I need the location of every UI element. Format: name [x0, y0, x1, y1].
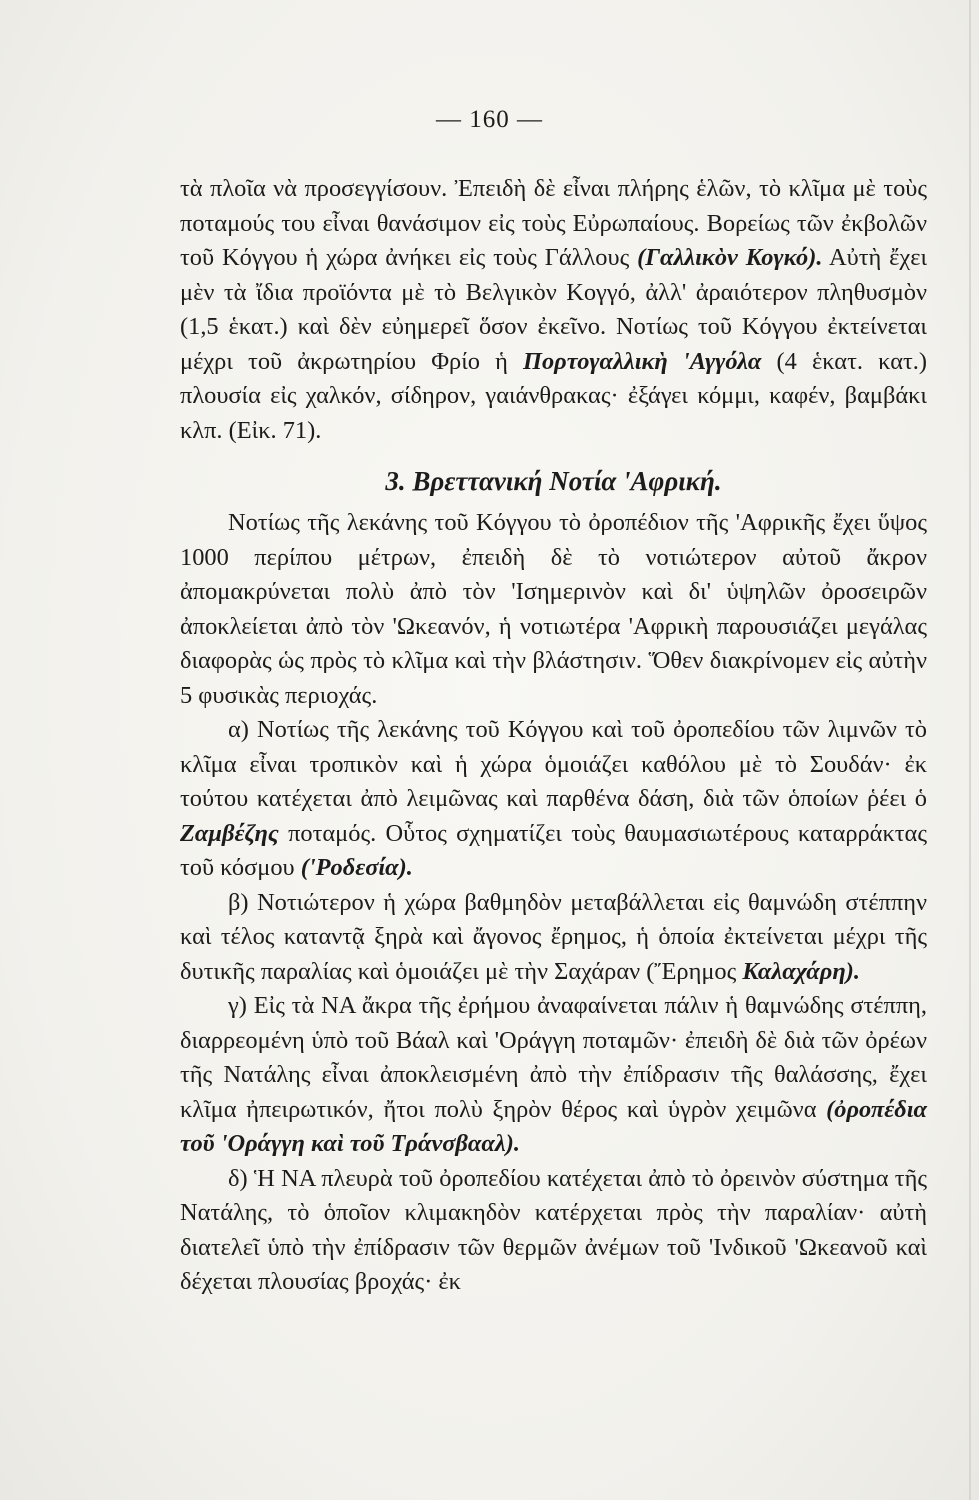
paragraph-3-text-2: ποταμός. Οὗτος σχηματίζει τοὺς θαυμασιωτέρους καταρράκτας τοῦ κόσμου	[180, 819, 927, 881]
paragraph-5	[180, 989, 927, 1162]
paragraph-1-text-1: τὰ πλοῖα νὰ προσεγγίσουν. Ἐπειδὴ δὲ εἶναι πλήρης ἑλῶν, τὸ κλῖμα μὲ τοὺς ποταμούς του εἶναι θανάσιμον εἰς τοὺς Εὐρωπαίους. Βορείως τῶν ἐκβολῶν τοῦ Κόγγου ἡ χώρα ἀνήκει εἰς τοὺς Γάλλους	[180, 175, 927, 271]
highlight-kalahari: Καλαχάρη).	[742, 957, 860, 985]
paragraph-2-text: Νοτίως τῆς λεκάνης τοῦ Κόγγου τὸ ὀροπέδιον τῆς 'Αφρικῆς ἔχει ὕψος 1000 περίπου μέτρων, ἐπειδὴ δὲ τὸ νοτιώτερον αὐτοῦ ἄκρον ἀπομακρύνεται πολὺ ἀπὸ τὸν 'Ισημερινὸν καὶ δι' ὑψηλῶν ὀροσειρῶν ἀποκλείεται ἀπὸ τὸν 'Ωκεανόν, ἡ νοτιωτέρα 'Αφρικὴ παρουσιάζει μεγάλας διαφορὰς ὡς πρὸς τὸ κλῖμα καὶ τὴν βλάστησιν. Ὅθεν διακρίνομεν εἰς αὐτὴν 5 φυσικὰς περιοχάς.	[180, 509, 927, 709]
paragraph-2	[180, 506, 927, 713]
section-heading: 3. Βρεττανική Νοτία 'Αφρική.	[385, 466, 722, 496]
paragraph-5-text-1: γ) Εἰς τὰ ΝΑ ἄκρα τῆς ἐρήμου ἀναφαίνεται πάλιν ἡ θαμνώδης στέππη, διαρρεομένη ὑπὸ τοῦ Βάαλ καὶ 'Οράγγη ποταμῶν· ἐπειδὴ δὲ διὰ τῶν ὀρέων τῆς Νατάλης εἶναι ἀποκλεισμένη ἀπὸ τὴν ἐπίδρασιν τῆς θαλάσσης, ἔχει κλῖμα ἠπειρωτικόν, ἤτοι πολὺ ξηρὸν θέρος καὶ ὑγρὸν χειμῶνα	[180, 992, 927, 1123]
highlight-zambezi: Ζαμβέζης	[180, 819, 279, 847]
paragraph-3	[180, 713, 927, 886]
page-edge	[969, 0, 971, 1500]
paragraph-6-text: δ) Ἡ ΝΑ πλευρὰ τοῦ ὀροπεδίου κατέχεται ἀπὸ τὸ ὀρεινὸν σύστημα τῆς Νατάλης, τὸ ὁποῖον κλιμακηδὸν κατέρχεται πρὸς τὴν παραλίαν· αὐτὴ διατελεῖ ὑπὸ τὴν ἐπίδρασιν τῶν θερμῶν ἀνέμων τοῦ 'Ινδικοῦ 'Ωκεανοῦ καὶ δέχεται πλουσίας βροχάς· ἐκ	[180, 1164, 927, 1295]
paragraph-3-text-1: α) Νοτίως τῆς λεκάνης τοῦ Κόγγου καὶ τοῦ ὀροπεδίου τῶν λιμνῶν τὸ κλῖμα εἶναι τροπικὸν καὶ ἡ χώρα ὁμοιάζει καθόλου μὲ τὸ Σουδάν· ἐκ τούτου κατέχεται ἀπὸ λειμῶνας καὶ παρθένα δάση, διὰ τῶν ὁποίων ῥέει ὁ	[180, 716, 927, 812]
page-number: — 160 —	[436, 106, 543, 133]
paragraph-4	[180, 886, 927, 990]
body-text	[180, 172, 927, 1300]
paragraph-1-text-3: (4 ἑκατ. κατ.) πλουσία εἰς χαλκόν, σίδηρον, γαιάνθρακας· ἐξάγει κόμμι, καφέν, βαμβάκι κλπ. (Εἰκ. 71).	[180, 347, 927, 444]
highlight-gallikon-kongo: (Γαλλικὸν Κογκό).	[637, 244, 823, 271]
paragraph-1-text-2: Αὐτὴ ἔχει μὲν τὰ ἴδια προϊόντα μὲ τὸ Βελγικὸν Κογγό, ἀλλ' ἀραιότερον πληθυσμὸν (1,5 ἑκατ.) καὶ δὲν εὐημερεῖ ὅσον ἐκεῖνο. Νοτίως τοῦ Κόγγου ἐκτείνεται μέχρι τοῦ ἀκρωτηρίου Φρίο ἡ	[180, 244, 928, 375]
highlight-rhodesia: ('Ροδεσία).	[300, 854, 413, 881]
highlight-orange-transvaal: (ὀροπέδια τοῦ 'Οράγγη καὶ τοῦ Τράνσβααλ).	[180, 1095, 927, 1157]
paragraph-1	[180, 172, 927, 448]
paragraph-4-text-1: β) Νοτιώτερον ἡ χώρα βαθμηδὸν μεταβάλλεται εἰς θαμνώδη στέππην καὶ τέλος καταντᾷ ξηρὰ καὶ ἄγονος ἔρημος, ἡ ὁποία ἐκτείνεται μέχρι τῆς δυτικῆς παραλίας καὶ ὁμοιάζει μὲ τὴν Σαχάραν (Ἔρημος	[180, 888, 927, 985]
paragraph-6	[180, 1162, 927, 1300]
highlight-angola: Πορτογαλλικὴ 'Αγγόλα	[523, 347, 762, 375]
